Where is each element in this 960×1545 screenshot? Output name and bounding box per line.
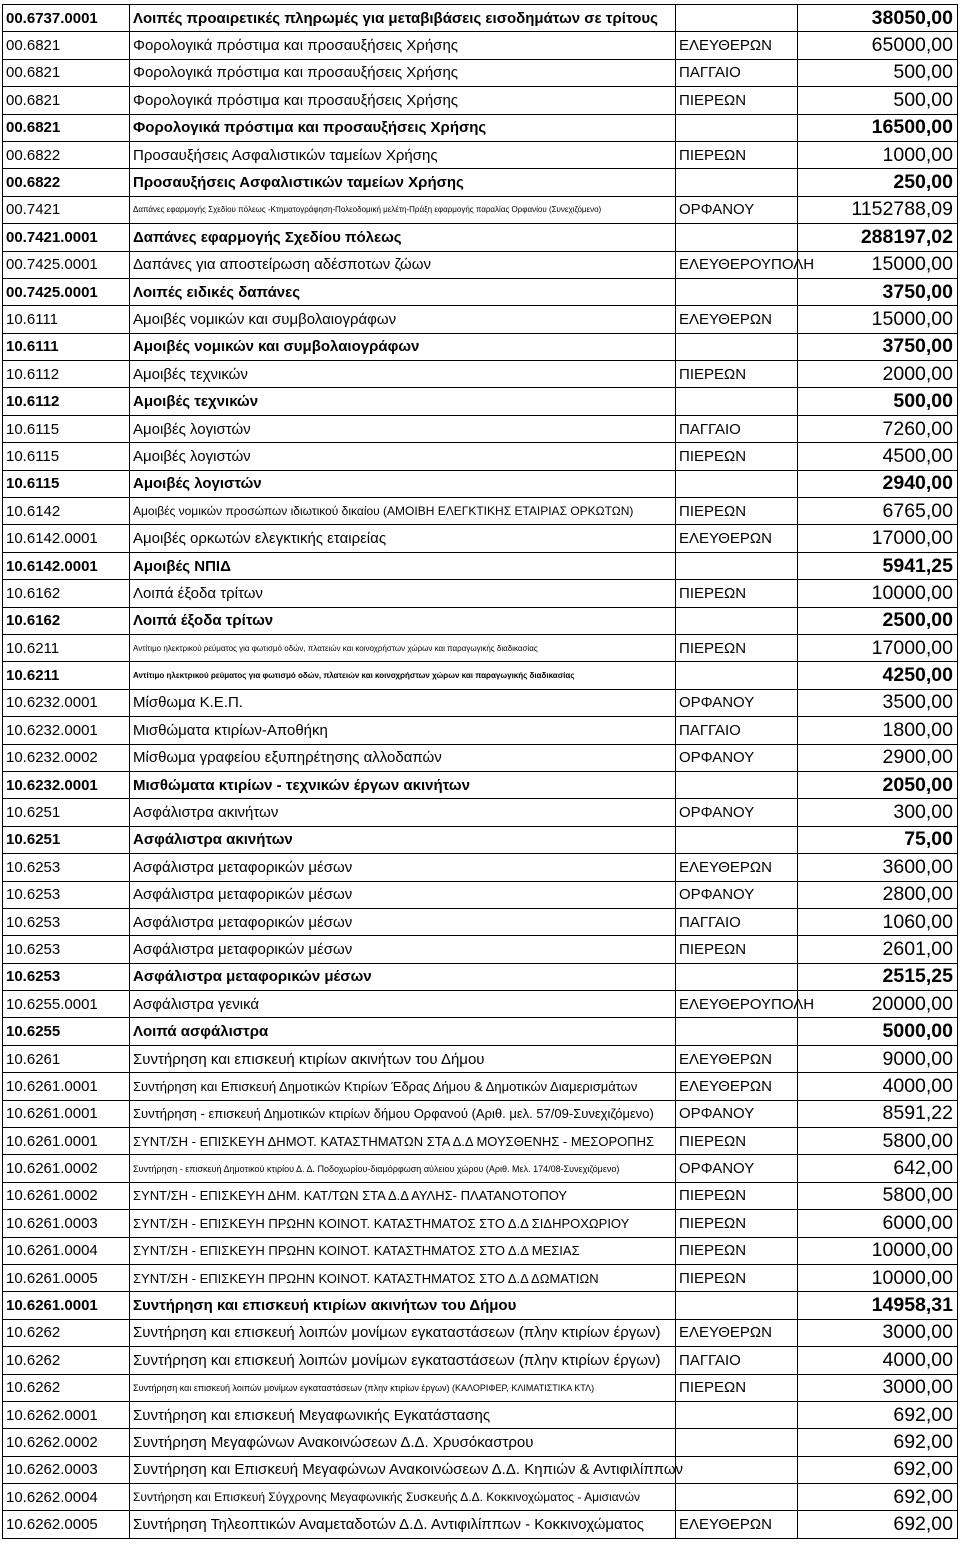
amount-cell: 17000,00 [798, 525, 958, 552]
account-code-cell: 10.6115 [3, 415, 130, 442]
amount-cell: 692,00 [798, 1429, 958, 1456]
description-cell: Λοιπά έξοδα τρίτων [130, 580, 676, 607]
amount-cell: 2940,00 [798, 470, 958, 497]
description-cell: Δαπάνες εφαρμογής Σχεδίου πόλεως [130, 224, 676, 251]
amount-cell: 4500,00 [798, 443, 958, 470]
area-cell [676, 1429, 798, 1456]
description-cell: Δαπάνες για αποστείρωση αδέσποτων ζώων [130, 251, 676, 278]
table-row [3, 87, 958, 114]
account-code-cell: 00.6821 [3, 59, 130, 86]
description-cell: Αμοιβές λογιστών [130, 443, 676, 470]
description-cell: ΣΥΝΤ/ΣΗ - ΕΠΙΣΚΕΥΗ ΔΗΜΟΤ. ΚΑΤΑΣΤΗΜΑΤΩΝ ΣΤΑ Δ.Δ ΜΟΥΣΘΕΝΗΣ - ΜΕΣΟΡΟΠΗΣ [130, 1128, 676, 1155]
description-cell: Ασφάλιστρα ακινήτων [130, 799, 676, 826]
description-cell: Αμοιβές τεχνικών [130, 388, 676, 415]
description-cell: Αμοιβές νομικών και συμβολαιογράφων [130, 333, 676, 360]
area-cell: ΟΡΦΑΝΟΥ [676, 1155, 798, 1182]
account-code-cell: 10.6261.0001 [3, 1100, 130, 1127]
table-row [3, 936, 958, 963]
amount-cell: 3500,00 [798, 689, 958, 716]
table-row [3, 1100, 958, 1127]
area-cell [676, 169, 798, 196]
area-cell: ΟΡΦΑΝΟΥ [676, 1100, 798, 1127]
area-cell [676, 278, 798, 305]
amount-cell: 1152788,09 [798, 196, 958, 223]
description-cell: Προσαυξήσεις Ασφαλιστικών ταμείων Χρήσης [130, 169, 676, 196]
description-cell: ΣΥΝΤ/ΣΗ - ΕΠΙΣΚΕΥΗ ΠΡΩΗΝ ΚΟΙΝΟΤ. ΚΑΤΑΣΤΗΜΑΤΟΣ ΣΤΟ Δ.Δ ΔΩΜΑΤΙΩΝ [130, 1264, 676, 1291]
description-cell: ΣΥΝΤ/ΣΗ - ΕΠΙΣΚΕΥΗ ΠΡΩΗΝ ΚΟΙΝΟΤ. ΚΑΤΑΣΤΗΜΑΤΟΣ ΣΤΟ Δ.Δ ΜΕΣΙΑΣ [130, 1237, 676, 1264]
area-cell: ΠΙΕΡΕΩΝ [676, 936, 798, 963]
amount-cell: 288197,02 [798, 224, 958, 251]
amount-cell: 250,00 [798, 169, 958, 196]
area-cell [676, 1018, 798, 1045]
description-cell: Φορολογικά πρόστιμα και προσαυξήσεις Χρήσης [130, 114, 676, 141]
description-cell: Αμοιβές λογιστών [130, 470, 676, 497]
table-row [3, 525, 958, 552]
table-row [3, 1155, 958, 1182]
description-cell: Μίσθωμα Κ.Ε.Π. [130, 689, 676, 716]
description-cell: Συντήρηση - επισκευή Δημοτικού κτιρίου Δ. Δ. Ποδοχωρίου-διαμόρφωση αύλειου χώρου (Αριθ. Μελ. 174/08-Συνεχιζόμενο) [130, 1155, 676, 1182]
description-cell: Μίσθωμα γραφείου εξυπηρέτησης αλλοδαπών [130, 744, 676, 771]
area-cell [676, 662, 798, 689]
table-row [3, 498, 958, 525]
account-code-cell: 10.6232.0001 [3, 689, 130, 716]
amount-cell: 1060,00 [798, 908, 958, 935]
description-cell: Αμοιβές ορκωτών ελεγκτικής εταιρείας [130, 525, 676, 552]
description-cell: Συντήρηση και Επισκευή Δημοτικών Κτιρίων Έδρας Δήμου & Δημοτικών Διαμερισμάτων [130, 1073, 676, 1100]
account-code-cell: 10.6232.0002 [3, 744, 130, 771]
area-cell [676, 607, 798, 634]
amount-cell: 2800,00 [798, 881, 958, 908]
account-code-cell: 10.6115 [3, 443, 130, 470]
area-cell: ΟΡΦΑΝΟΥ [676, 196, 798, 223]
area-cell: ΠΙΕΡΕΩΝ [676, 1182, 798, 1209]
description-cell: ΣΥΝΤ/ΣΗ - ΕΠΙΣΚΕΥΗ ΠΡΩΗΝ ΚΟΙΝΟΤ. ΚΑΤΑΣΤΗΜΑΤΟΣ ΣΤΟ Δ.Δ ΣΙΔΗΡΟΧΩΡΙΟΥ [130, 1210, 676, 1237]
area-cell: ΠΙΕΡΕΩΝ [676, 361, 798, 388]
description-cell: Ασφάλιστρα γενικά [130, 991, 676, 1018]
table-row [3, 1264, 958, 1291]
account-code-cell: 10.6261.0001 [3, 1128, 130, 1155]
table-row [3, 607, 958, 634]
table-row [3, 1237, 958, 1264]
amount-cell: 10000,00 [798, 580, 958, 607]
amount-cell: 3000,00 [798, 1374, 958, 1401]
account-code-cell: 10.6115 [3, 470, 130, 497]
amount-cell: 2500,00 [798, 607, 958, 634]
description-cell: Ασφάλιστρα μεταφορικών μέσων [130, 854, 676, 881]
area-cell: ΠΙΕΡΕΩΝ [676, 498, 798, 525]
table-row [3, 991, 958, 1018]
amount-cell: 692,00 [798, 1511, 958, 1538]
description-cell: Ασφάλιστρα μεταφορικών μέσων [130, 881, 676, 908]
area-cell: ΠΙΕΡΕΩΝ [676, 443, 798, 470]
amount-cell: 5000,00 [798, 1018, 958, 1045]
table-row [3, 580, 958, 607]
description-cell: Συντήρηση και Επισκευή Μεγαφώνων Ανακοινώσεων Δ.Δ. Κηπιών & Αντιφιλίππων [130, 1456, 676, 1483]
table-row [3, 306, 958, 333]
amount-cell: 3600,00 [798, 854, 958, 881]
account-code-cell: 10.6262.0005 [3, 1511, 130, 1538]
account-code-cell: 10.6111 [3, 333, 130, 360]
area-cell: ΠΙΕΡΕΩΝ [676, 1210, 798, 1237]
table-row [3, 881, 958, 908]
table-row [3, 717, 958, 744]
area-cell: ΠΙΕΡΕΩΝ [676, 1237, 798, 1264]
account-code-cell: 10.6112 [3, 388, 130, 415]
table-row [3, 826, 958, 853]
account-code-cell: 00.7425.0001 [3, 251, 130, 278]
area-cell [676, 552, 798, 579]
description-cell: Φορολογικά πρόστιμα και προσαυξήσεις Χρήσης [130, 32, 676, 59]
description-cell: Λοιπά έξοδα τρίτων [130, 607, 676, 634]
table-row [3, 32, 958, 59]
table-row [3, 196, 958, 223]
area-cell: ΕΛΕΥΘΕΡΩΝ [676, 32, 798, 59]
area-cell [676, 771, 798, 798]
amount-cell: 6000,00 [798, 1210, 958, 1237]
area-cell: ΠΙΕΡΕΩΝ [676, 1128, 798, 1155]
table-row [3, 361, 958, 388]
area-cell [676, 333, 798, 360]
description-cell: Αμοιβές λογιστών [130, 415, 676, 442]
amount-cell: 5800,00 [798, 1182, 958, 1209]
description-cell: Λοιπές ειδικές δαπάνες [130, 278, 676, 305]
account-code-cell: 10.6262 [3, 1347, 130, 1374]
table-row [3, 169, 958, 196]
amount-cell: 17000,00 [798, 634, 958, 661]
amount-cell: 692,00 [798, 1401, 958, 1428]
account-code-cell: 10.6111 [3, 306, 130, 333]
account-code-cell: 10.6261.0002 [3, 1182, 130, 1209]
table-row [3, 744, 958, 771]
amount-cell: 1000,00 [798, 141, 958, 168]
description-cell: Αντίτιμο ηλεκτρικού ρεύματος για φωτισμό οδών, πλατειών και κοινοχρήστων χώρων και παραγωγικής διαδικασίας [130, 662, 676, 689]
amount-cell: 5800,00 [798, 1128, 958, 1155]
amount-cell: 14958,31 [798, 1292, 958, 1319]
account-code-cell: 10.6112 [3, 361, 130, 388]
account-code-cell: 10.6253 [3, 908, 130, 935]
amount-cell: 3750,00 [798, 333, 958, 360]
area-cell: ΕΛΕΥΘΕΡΟΥΠΟΛΗ [676, 251, 798, 278]
area-cell: ΟΡΦΑΝΟΥ [676, 799, 798, 826]
table-row [3, 1210, 958, 1237]
amount-cell: 10000,00 [798, 1237, 958, 1264]
table-row [3, 470, 958, 497]
amount-cell: 7260,00 [798, 415, 958, 442]
description-cell: Αμοιβές νομικών προσώπων ιδιωτικού δικαίου (ΑΜΟΙΒΗ ΕΛΕΓΚΤΙΚΗΣ ΕΤΑΙΡΙΑΣ ΟΡΚΩΤΩΝ) [130, 498, 676, 525]
account-code-cell: 10.6262.0001 [3, 1401, 130, 1428]
account-code-cell: 10.6253 [3, 963, 130, 990]
area-cell: ΠΙΕΡΕΩΝ [676, 580, 798, 607]
description-cell: Αμοιβές νομικών και συμβολαιογράφων [130, 306, 676, 333]
table-row [3, 552, 958, 579]
description-cell: Αμοιβές ΝΠΙΔ [130, 552, 676, 579]
area-cell [676, 388, 798, 415]
amount-cell: 692,00 [798, 1484, 958, 1511]
table-row [3, 1045, 958, 1072]
table-row [3, 415, 958, 442]
amount-cell: 2515,25 [798, 963, 958, 990]
amount-cell: 2900,00 [798, 744, 958, 771]
description-cell: Συντήρηση και επισκευή λοιπών μονίμων εγκαταστάσεων (πλην κτιρίων έργων) [130, 1319, 676, 1346]
table-row [3, 333, 958, 360]
table-row [3, 1128, 958, 1155]
account-code-cell: 10.6232.0001 [3, 717, 130, 744]
description-cell: Φορολογικά πρόστιμα και προσαυξήσεις Χρήσης [130, 59, 676, 86]
account-code-cell: 00.7425.0001 [3, 278, 130, 305]
description-cell: Λοιπές προαιρετικές πληρωμές για μεταβιβάσεις εισοδημάτων σε τρίτους [130, 5, 676, 32]
description-cell: ΣΥΝΤ/ΣΗ - ΕΠΙΣΚΕΥΗ ΔΗΜ. ΚΑΤ/ΤΩΝ ΣΤΑ Δ.Δ ΑΥΛΗΣ- ΠΛΑΤΑΝΟΤΟΠΟΥ [130, 1182, 676, 1209]
area-cell [676, 224, 798, 251]
account-code-cell: 10.6232.0001 [3, 771, 130, 798]
amount-cell: 500,00 [798, 59, 958, 86]
description-cell: Συντήρηση Μεγαφώνων Ανακοινώσεων Δ.Δ. Χρυσόκαστρου [130, 1429, 676, 1456]
account-code-cell: 00.7421.0001 [3, 224, 130, 251]
amount-cell: 4000,00 [798, 1347, 958, 1374]
table-row [3, 1401, 958, 1428]
table-row [3, 854, 958, 881]
account-code-cell: 10.6261 [3, 1045, 130, 1072]
account-code-cell: 10.6261.0004 [3, 1237, 130, 1264]
account-code-cell: 10.6261.0002 [3, 1155, 130, 1182]
account-code-cell: 10.6261.0001 [3, 1073, 130, 1100]
description-cell: Ασφάλιστρα μεταφορικών μέσων [130, 963, 676, 990]
table-row [3, 5, 958, 32]
area-cell [676, 5, 798, 32]
account-code-cell: 10.6162 [3, 580, 130, 607]
area-cell: ΠΙΕΡΕΩΝ [676, 87, 798, 114]
area-cell [676, 826, 798, 853]
table-row [3, 59, 958, 86]
table-row [3, 771, 958, 798]
area-cell: ΠΙΕΡΕΩΝ [676, 1264, 798, 1291]
area-cell: ΕΛΕΥΘΕΡΩΝ [676, 854, 798, 881]
table-row [3, 1456, 958, 1483]
area-cell [676, 470, 798, 497]
description-cell: Ασφάλιστρα ακινήτων [130, 826, 676, 853]
account-code-cell: 10.6262.0004 [3, 1484, 130, 1511]
table-row [3, 1319, 958, 1346]
account-code-cell: 10.6262.0002 [3, 1429, 130, 1456]
account-code-cell: 00.6821 [3, 87, 130, 114]
amount-cell: 15000,00 [798, 251, 958, 278]
area-cell: ΠΙΕΡΕΩΝ [676, 634, 798, 661]
account-code-cell: 10.6211 [3, 662, 130, 689]
table-row [3, 141, 958, 168]
account-code-cell: 00.6737.0001 [3, 5, 130, 32]
amount-cell: 38050,00 [798, 5, 958, 32]
description-cell: Προσαυξήσεις Ασφαλιστικών ταμείων Χρήσης [130, 141, 676, 168]
table-row [3, 224, 958, 251]
amount-cell: 500,00 [798, 87, 958, 114]
budget-table [2, 4, 958, 1539]
amount-cell: 6765,00 [798, 498, 958, 525]
description-cell: Μισθώματα κτιρίων-Αποθήκη [130, 717, 676, 744]
area-cell: ΟΡΦΑΝΟΥ [676, 881, 798, 908]
table-row [3, 114, 958, 141]
area-cell [676, 963, 798, 990]
table-row [3, 278, 958, 305]
table-row [3, 1292, 958, 1319]
area-cell: ΟΡΦΑΝΟΥ [676, 744, 798, 771]
amount-cell: 2050,00 [798, 771, 958, 798]
amount-cell: 15000,00 [798, 306, 958, 333]
amount-cell: 4250,00 [798, 662, 958, 689]
description-cell: Αντίτιμο ηλεκτρικού ρεύματος για φωτισμό οδών, πλατειών και κοινοχρήστων χώρων και παραγωγικής διαδικασίας [130, 634, 676, 661]
table-row [3, 388, 958, 415]
description-cell: Συντήρηση - επισκευή Δημοτικών κτιρίων δήμου Ορφανού (Αριθ. μελ. 57/09-Συνεχιζόμενο) [130, 1100, 676, 1127]
amount-cell: 9000,00 [798, 1045, 958, 1072]
description-cell: Συντήρηση Τηλεοπτικών Αναμεταδοτών Δ.Δ. Αντιφιλίππων - Κοκκινοχώματος [130, 1511, 676, 1538]
account-code-cell: 10.6162 [3, 607, 130, 634]
table-row [3, 634, 958, 661]
amount-cell: 500,00 [798, 388, 958, 415]
area-cell: ΟΡΦΑΝΟΥ [676, 689, 798, 716]
area-cell: ΠΑΓΓΑΙΟ [676, 717, 798, 744]
description-cell: Συντήρηση και Επισκευή Σύγχρονης Μεγαφωνικής Συσκευής Δ.Δ. Κοκκινοχώματος - Αμισιανών [130, 1484, 676, 1511]
description-cell: Συντήρηση και επισκευή κτιρίων ακινήτων του Δήμου [130, 1292, 676, 1319]
amount-cell: 3000,00 [798, 1319, 958, 1346]
account-code-cell: 10.6261.0003 [3, 1210, 130, 1237]
budget-rows [3, 5, 958, 1539]
table-row [3, 963, 958, 990]
amount-cell: 20000,00 [798, 991, 958, 1018]
area-cell: ΠΑΓΓΑΙΟ [676, 1347, 798, 1374]
budget-sheet [2, 4, 957, 1539]
area-cell: ΕΛΕΥΘΕΡΩΝ [676, 1511, 798, 1538]
amount-cell: 642,00 [798, 1155, 958, 1182]
account-code-cell: 10.6262 [3, 1374, 130, 1401]
description-cell: Δαπάνες εφαρμογής Σχεδίου πόλεως -Κτηματογράφηση-Πολεοδομική μελέτη-Πράξη εφαρμογής παραλίας Ορφανίου (Συνεχιζόμενο) [130, 196, 676, 223]
amount-cell: 10000,00 [798, 1264, 958, 1291]
amount-cell: 2000,00 [798, 361, 958, 388]
description-cell: Συντήρηση και επισκευή κτιρίων ακινήτων του Δήμου [130, 1045, 676, 1072]
table-row [3, 799, 958, 826]
account-code-cell: 10.6262.0003 [3, 1456, 130, 1483]
account-code-cell: 10.6261.0005 [3, 1264, 130, 1291]
account-code-cell: 00.6821 [3, 32, 130, 59]
table-row [3, 1429, 958, 1456]
area-cell: ΕΛΕΥΘΕΡΩΝ [676, 1319, 798, 1346]
description-cell: Συντήρηση και επισκευή λοιπών μονίμων εγκαταστάσεων (πλην κτιρίων έργων) [130, 1347, 676, 1374]
account-code-cell: 10.6253 [3, 854, 130, 881]
area-cell: ΕΛΕΥΘΕΡΩΝ [676, 1073, 798, 1100]
account-code-cell: 10.6142.0001 [3, 525, 130, 552]
account-code-cell: 10.6142.0001 [3, 552, 130, 579]
table-row [3, 689, 958, 716]
description-cell: Ασφάλιστρα μεταφορικών μέσων [130, 908, 676, 935]
area-cell: ΠΙΕΡΕΩΝ [676, 141, 798, 168]
table-row [3, 1182, 958, 1209]
amount-cell: 3750,00 [798, 278, 958, 305]
table-row [3, 1018, 958, 1045]
account-code-cell: 10.6251 [3, 826, 130, 853]
account-code-cell: 10.6253 [3, 881, 130, 908]
amount-cell: 300,00 [798, 799, 958, 826]
area-cell: ΕΛΕΥΘΕΡΟΥΠΟΛΗ [676, 991, 798, 1018]
description-cell: Μισθώματα κτιρίων - τεχνικών έργων ακινήτων [130, 771, 676, 798]
amount-cell: 4000,00 [798, 1073, 958, 1100]
amount-cell: 1800,00 [798, 717, 958, 744]
table-row [3, 1484, 958, 1511]
amount-cell: 2601,00 [798, 936, 958, 963]
amount-cell: 65000,00 [798, 32, 958, 59]
table-row [3, 443, 958, 470]
description-cell: Λοιπά ασφάλιστρα [130, 1018, 676, 1045]
amount-cell: 16500,00 [798, 114, 958, 141]
account-code-cell: 00.6822 [3, 141, 130, 168]
account-code-cell: 10.6261.0001 [3, 1292, 130, 1319]
table-row [3, 1374, 958, 1401]
account-code-cell: 10.6211 [3, 634, 130, 661]
account-code-cell: 10.6255.0001 [3, 991, 130, 1018]
area-cell [676, 1484, 798, 1511]
table-row [3, 251, 958, 278]
area-cell: ΠΙΕΡΕΩΝ [676, 1374, 798, 1401]
area-cell: ΠΑΓΓΑΙΟ [676, 59, 798, 86]
account-code-cell: 10.6253 [3, 936, 130, 963]
table-row [3, 908, 958, 935]
account-code-cell: 00.6822 [3, 169, 130, 196]
area-cell: ΕΛΕΥΘΕΡΩΝ [676, 306, 798, 333]
area-cell: ΕΛΕΥΘΕΡΩΝ [676, 525, 798, 552]
area-cell [676, 1292, 798, 1319]
area-cell: ΠΑΓΓΑΙΟ [676, 908, 798, 935]
account-code-cell: 10.6142 [3, 498, 130, 525]
amount-cell: 75,00 [798, 826, 958, 853]
account-code-cell: 10.6262 [3, 1319, 130, 1346]
description-cell: Ασφάλιστρα μεταφορικών μέσων [130, 936, 676, 963]
account-code-cell: 00.6821 [3, 114, 130, 141]
table-row [3, 1347, 958, 1374]
amount-cell: 8591,22 [798, 1100, 958, 1127]
description-cell: Συντήρηση και επισκευή λοιπών μονίμων εγκαταστάσεων (πλην κτιρίων έργων) (ΚΑΛΟΡΙΦΕΡ, ΚΛΙΜΑΤΙΣΤΙΚΑ ΚΤΛ) [130, 1374, 676, 1401]
account-code-cell: 00.7421 [3, 196, 130, 223]
description-cell: Φορολογικά πρόστιμα και προσαυξήσεις Χρήσης [130, 87, 676, 114]
area-cell [676, 1401, 798, 1428]
table-row [3, 662, 958, 689]
table-row [3, 1511, 958, 1538]
account-code-cell: 10.6251 [3, 799, 130, 826]
area-cell: ΠΑΓΓΑΙΟ [676, 415, 798, 442]
description-cell: Αμοιβές τεχνικών [130, 361, 676, 388]
amount-cell: 692,00 [798, 1456, 958, 1483]
table-row [3, 1073, 958, 1100]
account-code-cell: 10.6255 [3, 1018, 130, 1045]
area-cell [676, 114, 798, 141]
description-cell: Συντήρηση και επισκευή Μεγαφωνικής Εγκατάστασης [130, 1401, 676, 1428]
area-cell [676, 1456, 798, 1483]
area-cell: ΕΛΕΥΘΕΡΩΝ [676, 1045, 798, 1072]
amount-cell: 5941,25 [798, 552, 958, 579]
